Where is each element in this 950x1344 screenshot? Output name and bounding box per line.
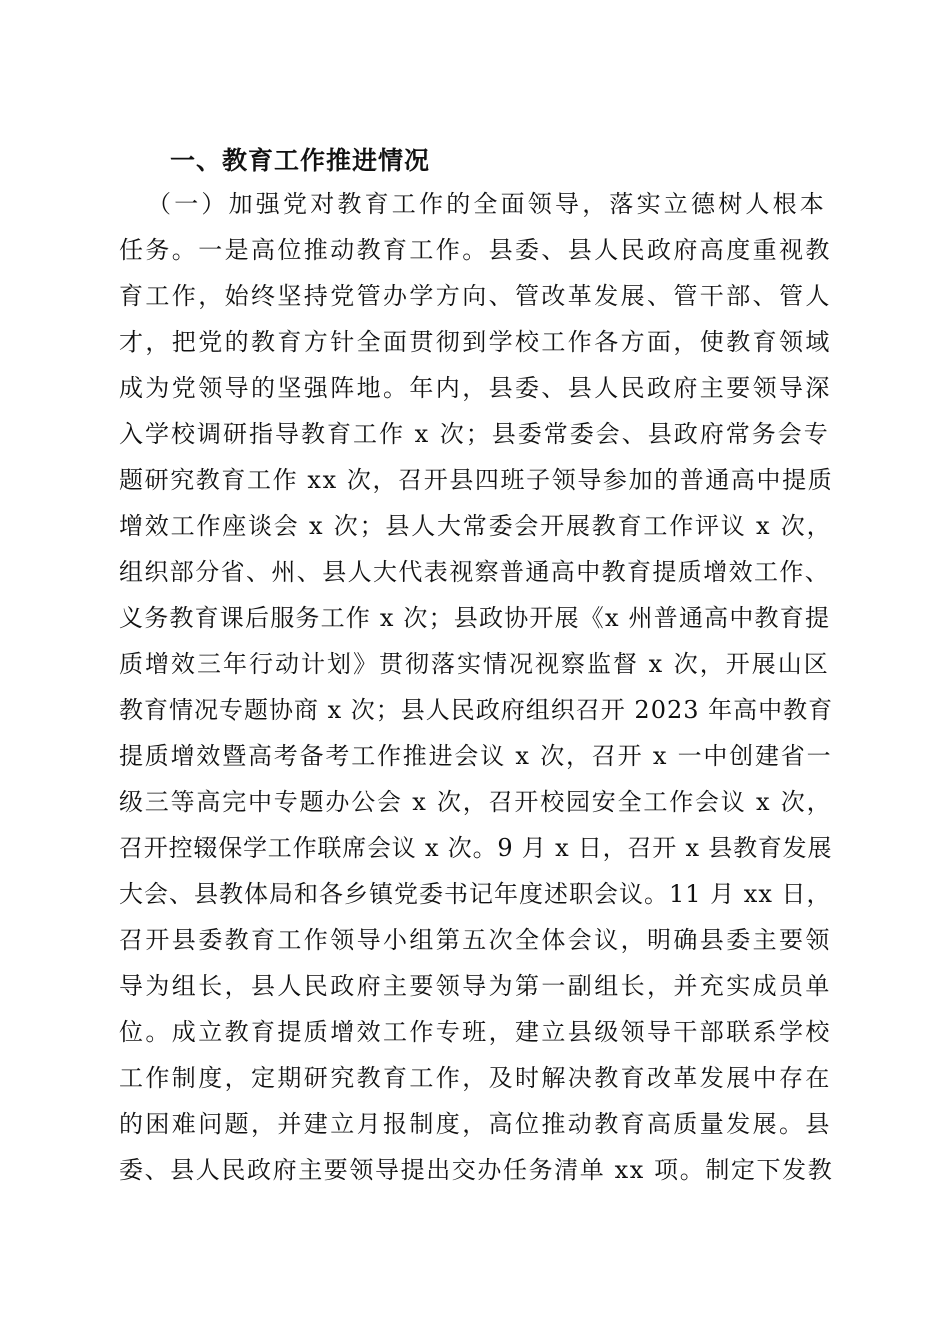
section-heading: 一、教育工作推进情况 bbox=[170, 146, 431, 175]
text-line: 级三等高完中专题办公会 x 次，召开校园安全工作会议 x 次， bbox=[119, 788, 833, 816]
text-line: 质增效三年行动计划》贯彻落实情况视察监督 x 次，开展山区 bbox=[119, 650, 830, 678]
text-line: 委、县人民政府主要领导提出交办任务清单 xx 项。制定下发教 bbox=[119, 1156, 834, 1184]
text-line: 大会、县教体局和各乡镇党委书记年度述职会议。11 月 xx 日， bbox=[119, 880, 832, 908]
text-line: 工作制度，定期研究教育工作，及时解决教育改革发展中存在 bbox=[119, 1064, 832, 1092]
text-line: 召开控辍保学工作联席会议 x 次。9 月 x 日，召开 x 县教育发展 bbox=[119, 834, 833, 862]
text-line: 才，把党的教育方针全面贯彻到学校工作各方面，使教育领域 bbox=[119, 328, 832, 356]
text-line: 育工作，始终坚持党管办学方向、管改革发展、管干部、管人 bbox=[119, 282, 832, 310]
text-line: 题研究教育工作 xx 次，召开县四班子领导参加的普通高中提质 bbox=[119, 466, 834, 494]
text-line: 提质增效暨高考备考工作推进会议 x 次，召开 x 一中创建省一 bbox=[119, 742, 833, 770]
text-line: 的困难问题，并建立月报制度，高位推动教育高质量发展。县 bbox=[119, 1110, 832, 1138]
text-line: 教育情况专题协商 x 次；县人民政府组织召开 2023 年高中教育 bbox=[119, 696, 834, 724]
text-line: 导为组长，县人民政府主要领导为第一副组长，并充实成员单 bbox=[119, 972, 832, 1000]
text-line: 召开县委教育工作领导小组第五次全体会议，明确县委主要领 bbox=[119, 926, 832, 954]
text-line: 组织部分省、州、县人大代表视察普通高中教育提质增效工作、 bbox=[119, 558, 831, 586]
text-line: 义务教育课后服务工作 x 次；县政协开展《x 州普通高中教育提 bbox=[119, 604, 831, 632]
text-line: 成为党领导的坚强阵地。年内，县委、县人民政府主要领导深 bbox=[119, 374, 832, 402]
text-line: 位。成立教育提质增效工作专班，建立县级领导干部联系学校 bbox=[119, 1018, 832, 1046]
text-line: （一）加强党对教育工作的全面领导，落实立德树人根本 bbox=[147, 190, 827, 218]
text-line: 增效工作座谈会 x 次；县人大常委会开展教育工作评议 x 次， bbox=[119, 512, 833, 540]
text-line: 任务。一是高位推动教育工作。县委、县人民政府高度重视教 bbox=[119, 236, 832, 264]
text-line: 入学校调研指导教育工作 x 次；县委常委会、县政府常务会专 bbox=[119, 420, 830, 448]
